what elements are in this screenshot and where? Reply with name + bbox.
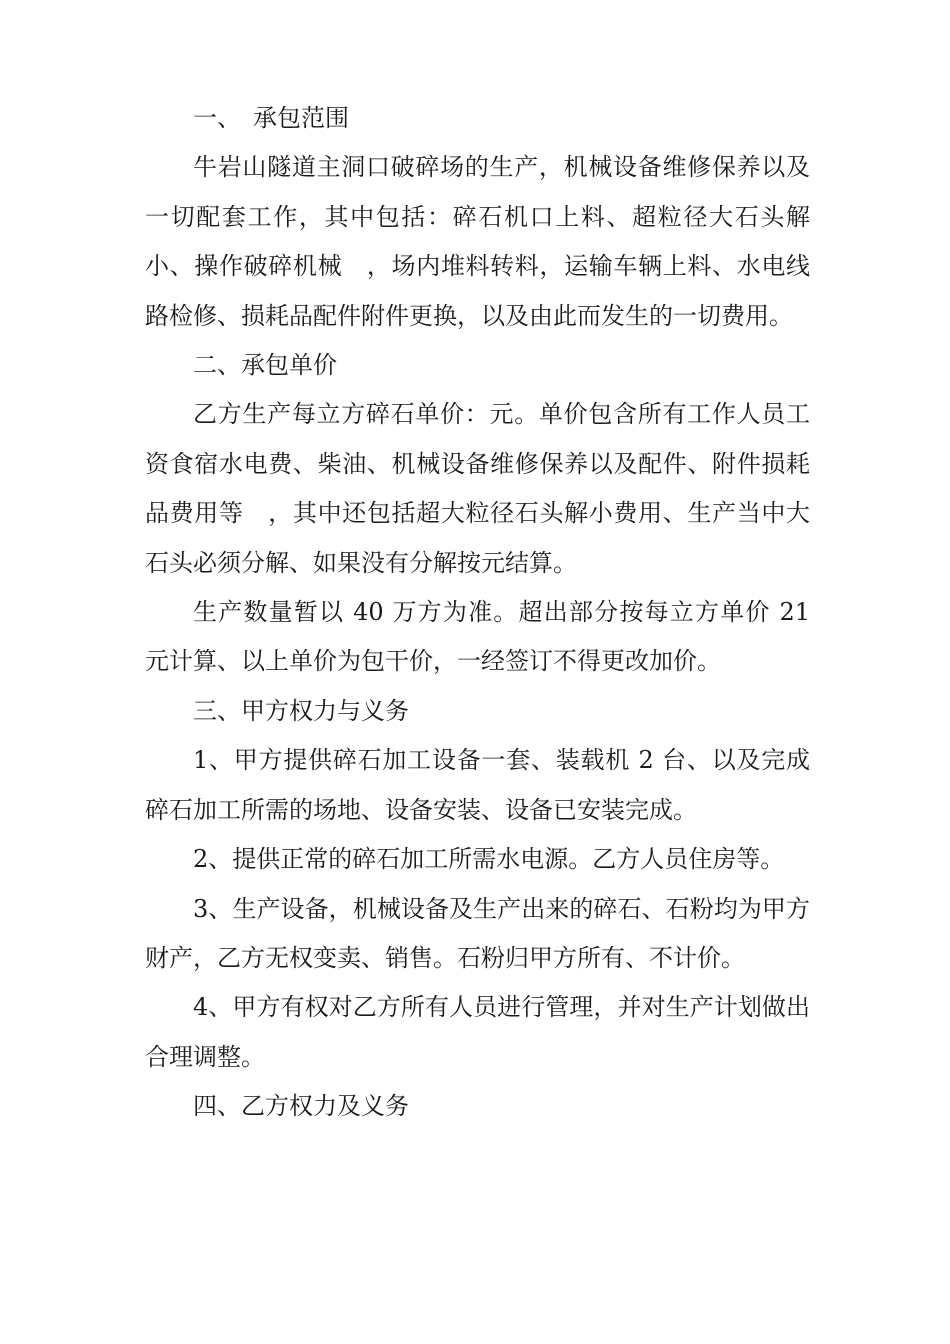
party-a-item-2: 2、提供正常的碎石加工所需水电源。乙方人员住房等。: [193, 845, 785, 874]
document-body: [145, 94, 810, 1132]
party-a-item-4: 4、甲方有权对乙方所有人员进行管理，并对生产计划做出合理调整。: [145, 993, 810, 1071]
section-heading-party-b: 四、乙方权力及义务: [193, 1092, 409, 1121]
section-heading-unit-price: 二、承包单价: [193, 351, 337, 380]
section-heading-scope: 一、 承包范围: [193, 104, 349, 132]
paragraph-unit-price: 乙方生产每立方碎石单价：元。单价包含所有工作人员工资食宿水电费、柴油、机械设备维修保养以及配件、附件损耗品费用等 ，其中还包括超大粒径石头解小费用、生产当中大石头必须分解、如果没有分解按元结算。: [145, 400, 810, 577]
paragraph-quantity: 生产数量暂以 40 万方为准。超出部分按每立方单价 21 元计算、以上单价为包干价，一经签订不得更改加价。: [145, 598, 810, 676]
section-heading-party-a: 三、甲方权力与义务: [193, 696, 409, 725]
party-a-item-3: 3、生产设备，机械设备及生产出来的碎石、石粉均为甲方财产，乙方无权变卖、销售。石粉归甲方所有、不计价。: [145, 894, 810, 972]
paragraph-scope: 牛岩山隧道主洞口破碎场的生产，机械设备维修保养以及一切配套工作，其中包括：碎石机口上料、超粒径大石头解小、操作破碎机械 ，场内堆料转料，运输车辆上料、水电线路检修、损耗品配件附件更换，以及由此而发生的一切费用。: [145, 153, 810, 330]
party-a-item-1: 1、甲方提供碎石加工设备一套、装载机 2 台、以及完成碎石加工所需的场地、设备安装、设备已安装完成。: [145, 746, 810, 824]
